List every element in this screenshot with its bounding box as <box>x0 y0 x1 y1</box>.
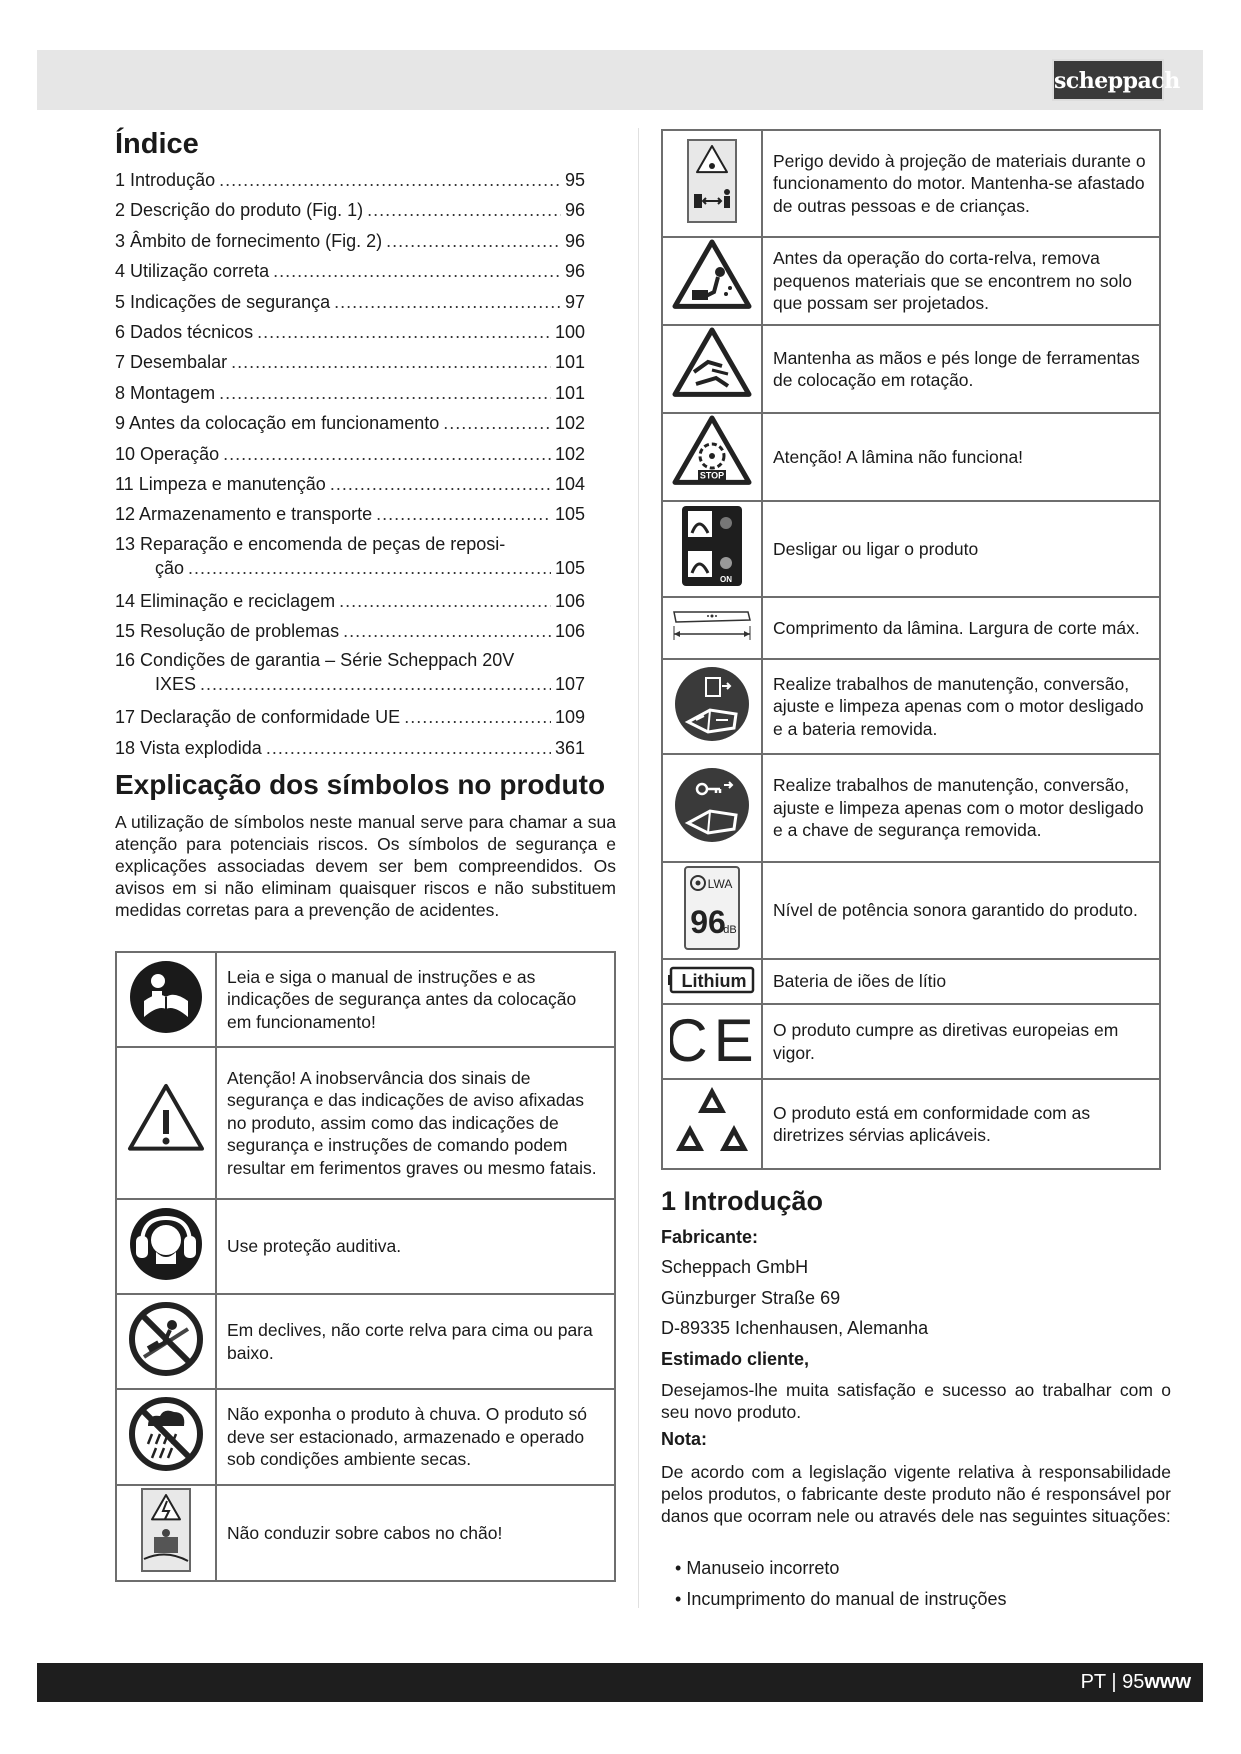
toc-leader <box>266 733 551 763</box>
warning-triangle-icon <box>126 1080 206 1166</box>
toc-entry[interactable] <box>115 347 585 377</box>
column-separator <box>638 128 639 1608</box>
toc-entry-title-cont: IXES <box>155 674 197 695</box>
toc-entry-title: Desembalar <box>130 352 228 373</box>
toc-entry[interactable] <box>115 586 585 616</box>
toc-entry-title: Armazenamento e transporte <box>139 504 373 525</box>
intro-title: 1 Introdução <box>661 1186 824 1216</box>
symbol-row <box>662 1079 1160 1169</box>
toc-entry-number: 9 <box>115 413 126 434</box>
toc-entry-title: Âmbito de fornecimento (Fig. 2) <box>130 230 383 251</box>
symbol-row <box>662 501 1160 597</box>
ce-mark-icon <box>670 1007 754 1077</box>
toc-entry-title-cont: ção <box>155 557 185 578</box>
symbol-row <box>116 1485 615 1581</box>
toc-entry-page: 102 <box>554 413 585 434</box>
toc-entry[interactable] <box>115 702 585 732</box>
remove-objects-icon <box>672 238 752 324</box>
symbol-cell <box>116 952 216 1047</box>
toc-entry-number: 18 <box>115 737 136 758</box>
toc-entry-page: 96 <box>564 200 585 221</box>
toc-entry[interactable] <box>115 287 585 317</box>
symbol-row <box>116 1294 615 1389</box>
symbol-description: Não conduzir sobre cabos no chão! <box>216 1485 615 1581</box>
toc-entry-number: 4 <box>115 261 126 282</box>
toc-entry-title: Utilização correta <box>130 261 270 282</box>
symbol-cell <box>662 959 762 1004</box>
toc-entry-title: Reparação e encomenda de peças de reposi- <box>140 533 506 554</box>
symbol-description: Atenção! A inobservância dos sinais de segurança e das indicações de aviso afixadas no produto, assim como das indicações de segurança e instruções de comando podem resultar em ferimentos graves ou mesmo fatais. <box>216 1047 615 1199</box>
toc-entry-page: 101 <box>554 382 585 403</box>
symbol-description: Não exponha o produto à chuva. O produto só deve ser estacionado, armazenado e operado sob condições ambiente secas. <box>216 1389 615 1485</box>
lwa-label: LWA <box>707 876 733 891</box>
symbol-description: Realize trabalhos de manutenção, conversão, ajuste e limpeza apenas com o motor desligado e a bateria removida. <box>762 659 1160 754</box>
page-header-band <box>37 50 1203 110</box>
brand-logo: scheppach <box>1052 59 1164 101</box>
liability-list <box>675 1553 1006 1615</box>
toc-leader <box>343 616 551 646</box>
toc-entry[interactable] <box>115 165 585 195</box>
address-line: D-89335 Ichenhausen, Alemanha <box>661 1318 929 1338</box>
lwa-value: 96 <box>690 903 726 940</box>
toc-entry[interactable] <box>115 195 585 225</box>
toc-entry-title: Limpeza e manutenção <box>138 473 326 494</box>
address-line: Günzburger Straße 69 <box>661 1288 841 1308</box>
no-driving-over-cables-icon <box>136 1487 196 1579</box>
symbol-description: Use proteção auditiva. <box>216 1199 615 1294</box>
symbol-description: Em declives, não corte relva para cima ou para baixo. <box>216 1294 615 1389</box>
sound-power-level-icon <box>682 865 742 957</box>
symbol-description: Bateria de iões de lítio <box>762 959 1160 1004</box>
toc-entry-title: Introdução <box>130 170 216 190</box>
lithium-icon <box>668 963 756 1001</box>
toc-entry-number: 3 <box>115 230 126 251</box>
symbols-intro: A utilização de símbolos neste manual serve para chamar a sua atenção para potenciais riscos. Os símbolos de segurança e explicações associadas devem ser bem compreendidos. Os avisos em si não eliminam quaisquer riscos e não substituem medidas corretas para a prevenção de acidentes. <box>115 812 616 920</box>
note-label: Nota: <box>661 1429 707 1449</box>
toc-entry-page: 109 <box>554 707 585 728</box>
toc-entry-page: 105 <box>554 504 585 525</box>
toc-entry-page: 96 <box>564 261 585 282</box>
lwa-unit: dB <box>723 923 737 936</box>
list-item: • Incumprimento do manual de instruções <box>675 1584 1006 1615</box>
toc-leader <box>219 378 551 408</box>
stop-label: STOP <box>699 470 725 481</box>
toc-entry-number: 13 <box>115 533 136 554</box>
toc-entry-title: Eliminação e reciclagem <box>140 590 336 611</box>
toc-entry-page: 97 <box>564 291 585 312</box>
toc-entry-number: 8 <box>115 382 126 403</box>
serbian-conformity-icon <box>670 1083 754 1165</box>
blade-length-icon <box>670 600 754 656</box>
symbol-description: O produto está em conformidade com as diretrizes sérvias aplicáveis. <box>762 1079 1160 1169</box>
toc-leader <box>257 317 551 347</box>
blade-stop-icon <box>672 414 752 500</box>
toc-entry-number: 6 <box>115 321 126 342</box>
symbol-description: Desligar ou ligar o produto <box>762 501 1160 597</box>
symbol-description: O produto cumpre as diretivas europeias em vigor. <box>762 1004 1160 1079</box>
toc-leader <box>334 287 561 317</box>
symbol-row <box>662 754 1160 862</box>
symbol-row <box>662 413 1160 501</box>
toc-leader <box>273 256 561 286</box>
toc-entry-number: 16 <box>115 650 136 671</box>
symbol-description: Antes da operação do corta-relva, remova pequenos materiais que se encontrem no solo que possam ser projetados. <box>762 237 1160 325</box>
symbols-table-right <box>661 129 1161 1170</box>
symbols-section-title: Explicação dos símbolos no produto <box>115 769 606 800</box>
table-of-contents <box>115 165 585 763</box>
symbol-description: Comprimento da lâmina. Largura de corte máx. <box>762 597 1160 659</box>
symbol-cell <box>662 597 762 659</box>
toc-entry-title: Resolução de problemas <box>140 621 340 642</box>
toc-leader <box>386 226 561 256</box>
hearing-protection-icon <box>126 1204 206 1290</box>
symbol-cell <box>662 130 762 237</box>
symbol-cell <box>662 413 762 501</box>
toc-entry[interactable] <box>115 469 585 499</box>
toc-entry-title: Operação <box>140 443 220 464</box>
symbol-row <box>116 952 615 1047</box>
symbol-row <box>662 862 1160 959</box>
symbol-row <box>116 1047 615 1199</box>
symbol-cell <box>116 1294 216 1389</box>
symbol-description: Perigo devido à projeção de materiais durante o funcionamento do motor. Mantenha-se afastado de outras pessoas e de crianças. <box>762 130 1160 237</box>
intro-wish: Desejamos-lhe muita satisfação e sucesso ao trabalhar com o seu novo produto. <box>661 1380 1171 1422</box>
symbol-row <box>662 1004 1160 1079</box>
toc-leader <box>443 408 551 438</box>
symbol-cell <box>662 325 762 413</box>
toc-entry-title: Indicações de segurança <box>130 291 331 312</box>
symbol-cell <box>116 1199 216 1294</box>
page-footer <box>37 1663 1203 1702</box>
toc-entry[interactable] <box>115 408 585 438</box>
toc-entry-title: Montagem <box>130 382 216 403</box>
toc-entry-page: 96 <box>564 230 585 251</box>
ce-label: CE <box>670 1006 754 1071</box>
symbol-cell <box>116 1389 216 1485</box>
footer-web: www <box>1144 1671 1191 1693</box>
toc-entry-number: 14 <box>115 590 136 611</box>
toc-leader <box>367 195 561 225</box>
no-slope-mowing-icon <box>126 1299 206 1385</box>
page-number: PT | 95 <box>1080 1671 1145 1693</box>
symbol-row <box>116 1389 615 1485</box>
toc-leader <box>330 469 551 499</box>
toc-entry-number: 5 <box>115 291 126 312</box>
symbol-description: Nível de potência sonora garantido do produto. <box>762 862 1160 959</box>
toc-entry-number: 12 <box>115 504 136 525</box>
toc-entry-number: 10 <box>115 443 136 464</box>
toc-leader <box>188 556 551 580</box>
symbol-row <box>662 959 1160 1004</box>
toc-entry-page: 105 <box>554 557 585 578</box>
toc-entry[interactable] <box>115 499 585 529</box>
on-label: ON <box>720 575 732 585</box>
symbol-description: Realize trabalhos de manutenção, conversão, ajuste e limpeza apenas com o motor desligado e a chave de segurança removida. <box>762 754 1160 862</box>
toc-entry[interactable] <box>115 378 585 408</box>
symbol-row <box>662 325 1160 413</box>
thrown-objects-distance-icon <box>682 138 742 230</box>
symbol-cell <box>116 1047 216 1199</box>
manufacturer-label: Fabricante: <box>661 1227 759 1247</box>
toc-entry[interactable] <box>115 733 585 763</box>
toc-entry[interactable] <box>115 530 585 586</box>
toc-entry[interactable] <box>115 646 585 702</box>
toc-entry-title: Antes da colocação em funcionamento <box>129 413 440 434</box>
intro-note: De acordo com a legislação vigente relativa à responsabilidade pelos produtos, o fabricante deste produto não é responsável por danos que ocorram nele ou através dele nas seguintes situações: <box>661 1462 1171 1526</box>
toc-entry-page: 95 <box>564 170 585 190</box>
toc-leader <box>404 702 551 732</box>
toc-entry-number: 15 <box>115 621 136 642</box>
toc-entry-title: Declaração de conformidade UE <box>140 707 401 728</box>
toc-leader <box>231 347 551 377</box>
maintenance-key-removed-icon <box>672 765 752 851</box>
toc-leader <box>219 165 561 195</box>
symbol-row <box>662 597 1160 659</box>
symbol-row <box>662 130 1160 237</box>
symbols-table-left <box>115 951 616 1582</box>
toc-leader <box>223 439 551 469</box>
read-manual-icon <box>126 957 206 1043</box>
greeting: Estimado cliente, <box>661 1349 810 1369</box>
symbol-cell <box>662 237 762 325</box>
toc-entry-title: Descrição do produto (Fig. 1) <box>130 200 364 221</box>
toc-entry[interactable] <box>115 616 585 646</box>
toc-leader <box>200 672 551 696</box>
toc-entry-number: 1 <box>115 170 126 190</box>
symbol-row <box>662 659 1160 754</box>
toc-leader <box>339 586 551 616</box>
lithium-label: Lithium <box>681 970 747 991</box>
toc-entry-number: 7 <box>115 352 126 373</box>
toc-leader <box>376 499 551 529</box>
symbol-cell <box>662 1079 762 1169</box>
toc-entry[interactable] <box>115 439 585 469</box>
symbol-description: Leia e siga o manual de instruções e as indicações de segurança antes da colocação em funcionamento! <box>216 952 615 1047</box>
toc-entry-page: 106 <box>554 590 585 611</box>
toc-entry-page: 106 <box>554 621 585 642</box>
toc-title: Índice <box>115 128 199 160</box>
no-rain-icon <box>126 1394 206 1480</box>
symbol-cell <box>662 1004 762 1079</box>
symbol-cell <box>662 754 762 862</box>
toc-entry[interactable] <box>115 317 585 347</box>
power-on-off-icon <box>679 503 745 595</box>
maintenance-battery-removed-icon <box>672 664 752 750</box>
toc-entry-number: 11 <box>115 473 134 494</box>
toc-entry-page: 104 <box>554 473 585 494</box>
symbol-description: Atenção! A lâmina não funciona! <box>762 413 1160 501</box>
keep-hands-feet-away-icon <box>672 326 752 412</box>
symbol-description: Mantenha as mãos e pés longe de ferramentas de colocação em rotação. <box>762 325 1160 413</box>
toc-entry-title: Vista explodida <box>140 737 262 758</box>
symbol-cell <box>662 659 762 754</box>
symbol-row <box>662 237 1160 325</box>
toc-entry-page: 100 <box>554 321 585 342</box>
toc-entry-page: 102 <box>554 443 585 464</box>
toc-entry-page: 107 <box>554 674 585 695</box>
toc-entry-page: 361 <box>554 737 585 758</box>
list-item: • Manuseio incorreto <box>675 1553 1006 1584</box>
symbol-cell <box>116 1485 216 1581</box>
toc-entry[interactable] <box>115 256 585 286</box>
toc-entry-number: 17 <box>115 707 136 728</box>
symbol-cell <box>662 501 762 597</box>
symbol-cell <box>662 862 762 959</box>
toc-entry-title: Dados técnicos <box>130 321 254 342</box>
toc-entry-number: 2 <box>115 200 126 221</box>
symbol-row <box>116 1199 615 1294</box>
toc-entry-page: 101 <box>554 352 585 373</box>
toc-entry-title: Condições de garantia – Série Scheppach 20V <box>140 650 515 671</box>
address-line: Scheppach GmbH <box>661 1257 809 1277</box>
toc-entry[interactable] <box>115 226 585 256</box>
